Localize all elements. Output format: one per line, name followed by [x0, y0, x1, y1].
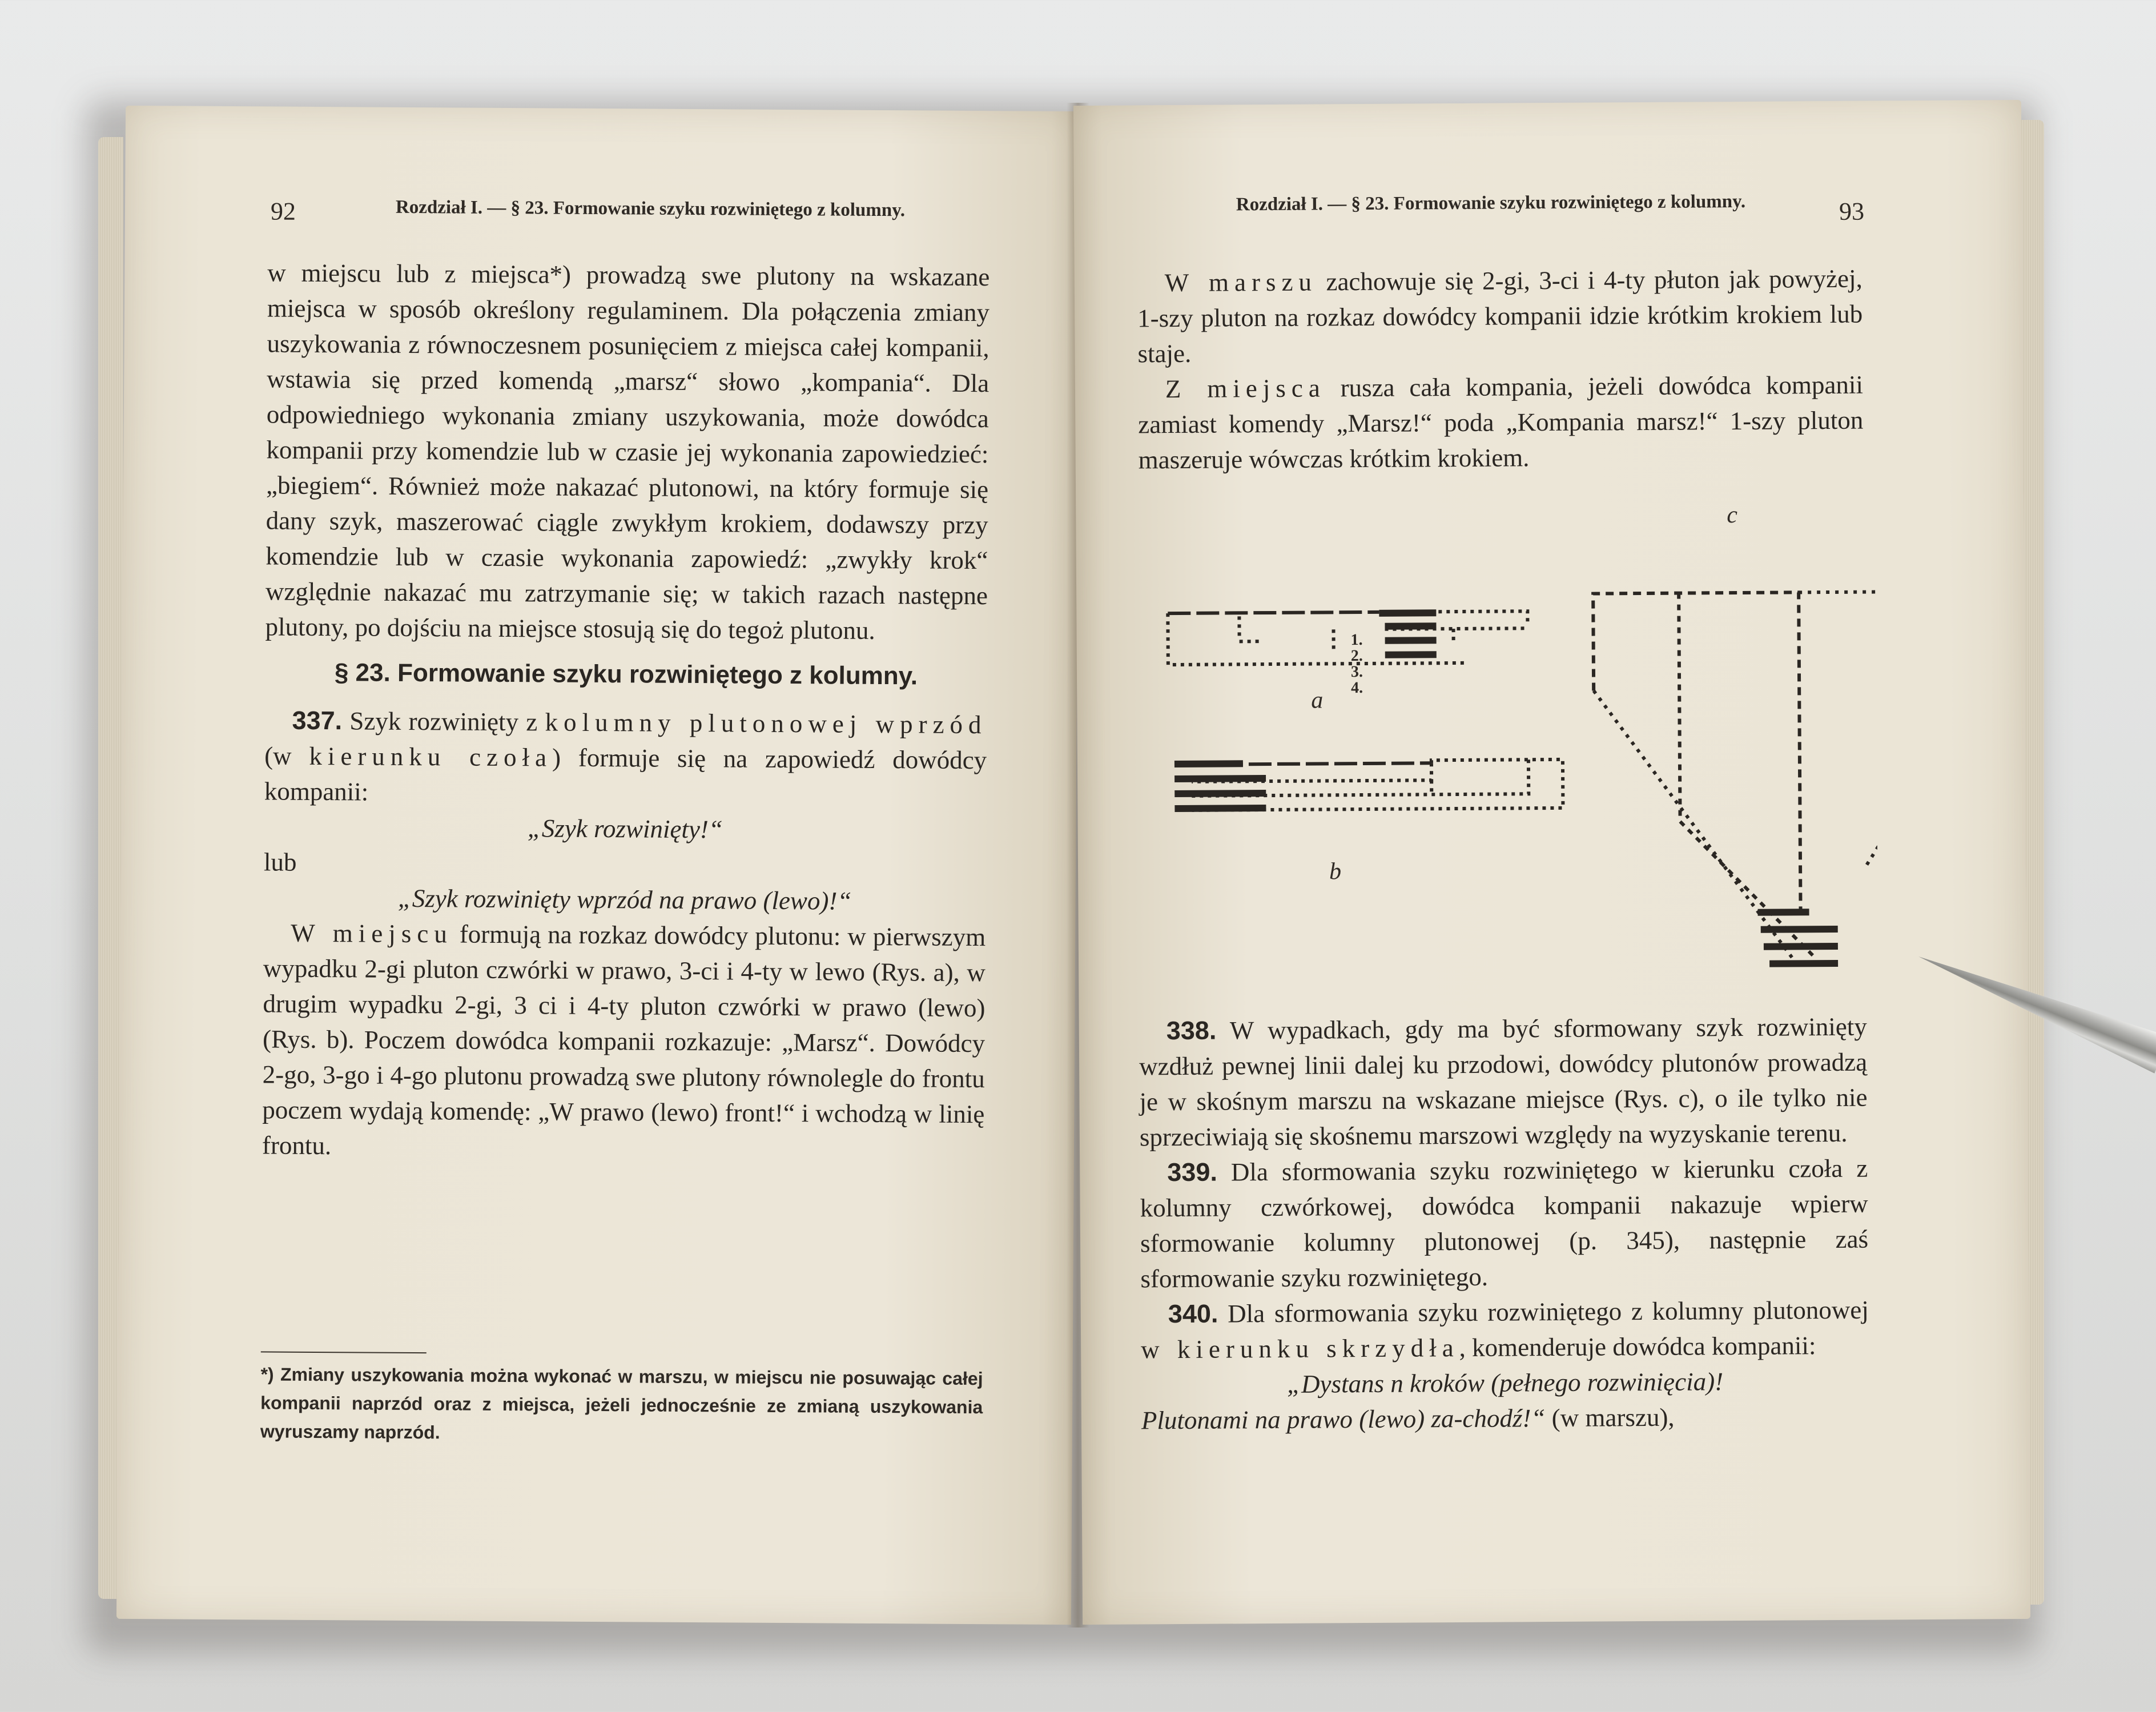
text-run: rusza cała kompania, jeżeli dowódca kompanii zamiast komendy „Marsz!“ poda „Kompania marsz!“ 1-szy pluton maszeruje wówczas krótkim krokiem. — [1138, 370, 1864, 475]
paragraph-338 — [1139, 1009, 1868, 1155]
formation-diagrams — [1133, 524, 1878, 1008]
figure-c — [1593, 592, 1878, 965]
text-run: Dla sformowania szyku rozwiniętego z kolumny plutonowej — [1218, 1295, 1869, 1328]
dashed-route — [1192, 759, 1563, 810]
text-run: (w — [264, 741, 309, 770]
text-run: ) formuje się na zapowiedź dowódcy kompanii: — [264, 743, 987, 806]
running-head: Rozdział I. — § 23. Formowanie szyku rozwiniętego z kolumny. — [1236, 191, 1746, 215]
running-head: Rozdział I. — § 23. Formowanie szyku rozwiniętego z kolumny. — [395, 196, 906, 221]
paragraph-340 — [1141, 1292, 1869, 1368]
paragraph: w miejscu lub z miejsca*) prowadzą swe plutony na wskazane miejsca w sposób określony regulaminem. Dla połączenia zmiany uszykowania z równoczesnem posunięciem z miejsca całej kompanii, wstawia się przed komendą „marsz“ słowo „kompania“. Dla odpowiedniego wykonania zmiany uszykowania, może dowódca kompanii przy komendzie lub w czasie jej wykonania zapowiedzieć: „biegiem“. Również może nakazać plutonowi, na który formuje się dany szyk, maszerować ciągle zwykłym krokiem, dodawszy przy komendzie lub w czasie wykonania zapowiedź: „zwykły krok“ względnie nakazać mu zatrzymanie się; w takich razach następne plutony, po dojściu na miejsce stosują się do tegoż plutonu. — [265, 258, 990, 645]
spaced-text: kolumny plutonowej wprzód — [545, 708, 987, 740]
paragraph-339 — [1140, 1151, 1868, 1297]
right-page — [1073, 100, 2030, 1625]
paragraph — [262, 915, 986, 1167]
command-line: „Szyk rozwinięty wprzód na prawo (lewo)!“ — [397, 883, 852, 915]
text-run: (w marszu), — [1545, 1402, 1675, 1433]
spaced-text: w kierunku skrzydła — [1141, 1333, 1459, 1364]
platoon-bars — [1379, 613, 1436, 655]
text-run: W wypadkach, gdy ma być sformowany szyk rozwinięty wzdłuż pewnej linii dalej ku przodowi, dowódcy plutonów prowadzą je w skośnym marszu na wskazane miejsce (Rys. c), o ile tylko nie sprzeciwiają się skośnemu marszowi względy na wyzyskanie terenu. — [1139, 1012, 1868, 1152]
page-number: 93 — [1839, 197, 1865, 226]
spaced-text: W marszu — [1164, 267, 1318, 298]
footnote-rule — [261, 1351, 427, 1353]
figure-label-c: c — [1727, 502, 1738, 529]
left-page — [116, 106, 1080, 1625]
text-run: Szyk rozwinięty z — [349, 706, 545, 737]
command-line — [1141, 1398, 1869, 1438]
platoon-bar — [1174, 778, 1266, 779]
right-body-top — [1137, 261, 1864, 478]
text-run: zachowuje się 2-gi, 3-ci i 4-ty płuton jak powyżej, 1-szy pluton na rozkaz dowódcy kompanii idzie krótkim krokiem lub staje. — [1137, 264, 1863, 368]
platoon-bar — [1385, 654, 1437, 655]
page-number: 92 — [270, 197, 296, 226]
paragraph-number: 340. — [1168, 1299, 1218, 1329]
right-body-bottom — [1139, 1009, 1870, 1438]
platoon-bars — [1758, 912, 1839, 964]
paragraph — [1137, 261, 1863, 372]
figure-label-b: b — [1329, 858, 1342, 885]
platoon-bar — [1174, 793, 1266, 794]
command-line: „Szyk rozwinięty!“ — [527, 814, 723, 844]
text-run: , komenderuje dowódca kompanii: — [1459, 1331, 1816, 1363]
paragraph-337 — [264, 702, 987, 813]
spaced-text: W miejscu — [291, 918, 453, 949]
left-body — [262, 255, 990, 1167]
marker: 1. — [1350, 631, 1363, 649]
platoon-bar — [1174, 763, 1243, 764]
paragraph-number: 338. — [1166, 1015, 1217, 1046]
dashed-route — [1864, 592, 1878, 866]
dashed-route — [1679, 592, 1815, 958]
footnote: *) Zmiany uszykowania można wykonać w marszu, w miejscu nie posuwając całej kompanii naprzód oraz z miejsca, jeżeli jednocześnie ze zmianą uszykowania wyruszamy naprzód. — [260, 1364, 983, 1443]
platoon-bar — [1758, 912, 1809, 913]
platoon-bar — [1761, 929, 1838, 930]
dashed-route — [1593, 592, 1800, 913]
platoon-bar — [1764, 946, 1838, 947]
text-run: formują na rozkaz dowódcy plutonu: w pierwszym wypadku 2-gi pluton czwórki w prawo, 3-ci i 4-ty w lewo (Rys. a), w drugim wypadku 2-gi, 3 ci i 4-ty pluton czwórki w prawo (lewo) (Rys. b). Poczem dowódca kompanii rozkazuje: „Marsz“. Dowódcy 2-go, 3-go i 4-go plutonu prowadzą swe plutony równolegle do frontu poczem wydają komendę: „W prawo (lewo) front!“ i wchodzą w linię frontu. — [262, 919, 986, 1160]
dashed-route — [1799, 592, 1878, 593]
marker: 2. — [1350, 647, 1363, 665]
platoon-bar — [1385, 640, 1437, 641]
paragraph — [1138, 367, 1864, 478]
platoon-bars — [1174, 763, 1266, 809]
marker: 3. — [1350, 663, 1363, 681]
command-text: Plutonami na prawo (lewo) za-chodź!“ — [1141, 1404, 1546, 1435]
dashed-route — [1168, 612, 1379, 613]
figure-b — [1174, 759, 1563, 810]
section-heading: § 23. Formowanie szyku rozwiniętego z kolumny. — [334, 658, 918, 690]
figure-label-a: a — [1311, 687, 1324, 714]
command-line: „Dystans n kroków (pełnego rozwinięcia)! — [1286, 1367, 1724, 1398]
paragraph-number: 339. — [1167, 1157, 1218, 1187]
figure-a — [1168, 611, 1528, 665]
spaced-text: Z miejsca — [1165, 373, 1326, 404]
spaced-text: kierunku czoła — [309, 741, 553, 772]
marker-column — [1351, 632, 1363, 696]
platoon-bar — [1174, 808, 1266, 809]
platoon-bar — [1769, 963, 1838, 964]
text-run: Dla sformowania szyku rozwiniętego w kierunku czoła z kolumny czwórkowej, dowódca kompanii nakazuje wpierw sformowanie kolumny plutonowej (p. 345), następnie zaś sformowanie szyku rozwiniętego. — [1140, 1154, 1869, 1293]
dashed-route — [1594, 689, 1792, 959]
paragraph-number: 337. — [292, 705, 343, 736]
marker: 4. — [1351, 679, 1363, 697]
lub-word: lub — [263, 847, 297, 877]
